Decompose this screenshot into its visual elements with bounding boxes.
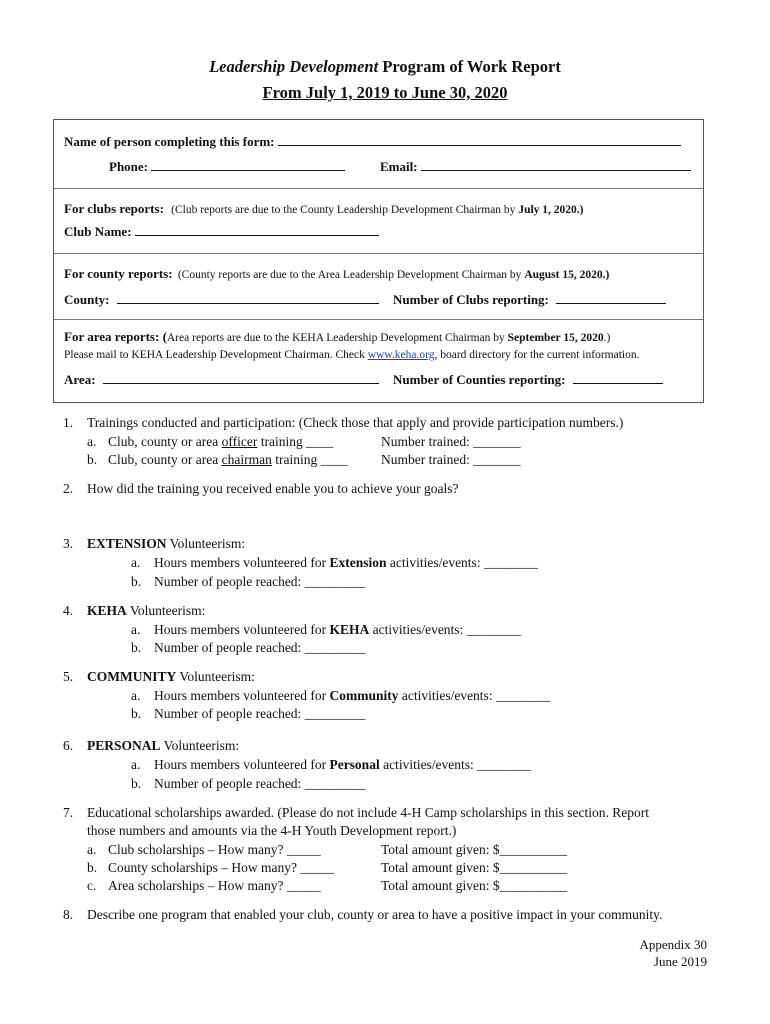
county-reports-heading: For county reports:	[64, 266, 173, 281]
q5b-letter: b.	[131, 706, 142, 721]
counties-reporting-row	[393, 372, 663, 388]
q6a-bold: Personal	[329, 757, 380, 772]
q3-bold: EXTENSION	[87, 536, 167, 551]
q6b-letter: b.	[131, 776, 142, 791]
club-reports-heading: For clubs reports:	[64, 201, 164, 216]
q1a-text	[108, 434, 333, 450]
appendix-label: Appendix 30	[639, 937, 707, 952]
counties-reporting-label: Number of Counties reporting:	[393, 372, 566, 387]
q4-bold: KEHA	[87, 603, 127, 618]
q2-text: How did the training you received enable you to achieve your goals?	[87, 481, 459, 496]
q3a-letter: a.	[131, 555, 141, 570]
q7a-letter: a.	[87, 842, 97, 857]
q8-number: 8.	[63, 907, 74, 922]
area-reports-section	[54, 319, 703, 404]
q2-number: 2.	[63, 481, 74, 496]
club-reports-heading-row	[64, 201, 583, 217]
q3a-post: activities/events: ________	[386, 555, 538, 570]
q6-number: 6.	[63, 738, 74, 753]
county-label: County:	[64, 292, 110, 307]
q5a-letter: a.	[131, 688, 141, 703]
area-reports-heading-row	[64, 329, 610, 345]
county-reports-due: August 15, 2020.)	[524, 269, 610, 281]
area-row	[64, 372, 379, 388]
q7b-text[interactable]: County scholarships – How many? _____	[108, 860, 335, 875]
area-reports-close: .)	[603, 332, 611, 344]
q6a-pre: Hours members volunteered for	[154, 757, 330, 772]
county-field[interactable]	[117, 292, 379, 304]
q4a-pre: Hours members volunteered for	[154, 622, 330, 637]
club-reports-due: July 1, 2020.)	[518, 204, 584, 216]
q7a-total[interactable]: Total amount given: $__________	[381, 842, 568, 857]
keha-link[interactable]: www.keha.org	[367, 349, 435, 361]
q7a-text[interactable]: Club scholarships – How many? _____	[108, 842, 321, 857]
q4b-text[interactable]: Number of people reached: _________	[154, 640, 366, 655]
area-field[interactable]	[103, 372, 379, 384]
q1a-trained[interactable]: Number trained: _______	[381, 434, 521, 449]
mail-instructions	[64, 349, 639, 361]
q3-number: 3.	[63, 536, 74, 551]
q3b-letter: b.	[131, 574, 142, 589]
phone-row	[109, 159, 345, 175]
q3a-text[interactable]	[154, 555, 538, 571]
q7b-total[interactable]: Total amount given: $__________	[381, 860, 568, 875]
q5-bold: COMMUNITY	[87, 669, 177, 684]
q3-text	[87, 536, 245, 552]
q5a-bold: Community	[329, 688, 399, 703]
county-reports-heading-row	[64, 266, 609, 282]
counties-reporting-field[interactable]	[573, 372, 663, 384]
county-reports-section	[54, 253, 703, 320]
q5a-text[interactable]	[154, 688, 550, 704]
q6-bold: PERSONAL	[87, 738, 161, 753]
email-row	[380, 159, 691, 175]
title-rest: Program of Work Report	[378, 57, 561, 76]
q1-text: Trainings conducted and participation: (Check those that apply and provide participation numbers.)	[87, 415, 624, 430]
q4-number: 4.	[63, 603, 74, 618]
q1b-text	[108, 452, 348, 468]
name-row	[64, 134, 681, 150]
county-row	[64, 292, 379, 308]
q3a-pre: Hours members volunteered for	[154, 555, 330, 570]
q5b-text[interactable]: Number of people reached: _________	[154, 706, 366, 721]
club-reports-section	[54, 188, 703, 255]
q7b-letter: b.	[87, 860, 98, 875]
q5-text	[87, 669, 255, 685]
name-label: Name of person completing this form:	[64, 134, 275, 149]
area-label: Area:	[64, 372, 96, 387]
q7c-total[interactable]: Total amount given: $__________	[381, 878, 568, 893]
club-name-row	[64, 224, 379, 240]
q6-text	[87, 738, 239, 754]
q1b-post: training ____	[271, 452, 348, 467]
q4-rest: Volunteerism:	[126, 603, 206, 618]
q7c-letter: c.	[87, 878, 97, 893]
q5-number: 5.	[63, 669, 74, 684]
q1a-post: training ____	[257, 434, 334, 449]
clubs-reporting-label: Number of Clubs reporting:	[393, 292, 549, 307]
q6b-text[interactable]: Number of people reached: _________	[154, 776, 366, 791]
area-reports-due: September 15, 2020	[507, 332, 604, 344]
phone-label: Phone:	[109, 159, 148, 174]
q7-number: 7.	[63, 805, 74, 820]
clubs-reporting-field[interactable]	[556, 292, 666, 304]
q8-text: Describe one program that enabled your club, county or area to have a positive impact in your community.	[87, 907, 663, 922]
q1b-underlined: chairman	[221, 452, 272, 467]
reporter-info-box	[53, 119, 704, 403]
q3b-text[interactable]: Number of people reached: _________	[154, 574, 366, 589]
q5-rest: Volunteerism:	[176, 669, 255, 684]
q7-text-line2: those numbers and amounts via the 4-H Youth Development report.)	[87, 823, 457, 838]
q5a-pre: Hours members volunteered for	[154, 688, 330, 703]
area-reports-open: (	[159, 329, 167, 344]
q4a-post: activities/events: ________	[369, 622, 521, 637]
county-reports-note: (County reports are due to the Area Leadership Development Chairman by	[177, 269, 525, 281]
q6a-letter: a.	[131, 757, 141, 772]
q6-rest: Volunteerism:	[160, 738, 240, 753]
q1-number: 1.	[63, 415, 74, 430]
report-title	[0, 57, 770, 77]
q3-rest: Volunteerism:	[166, 536, 246, 551]
area-reports-heading: For area reports:	[64, 329, 160, 344]
q1b-pre: Club, county or area	[108, 452, 222, 467]
q1b-trained[interactable]: Number trained: _______	[381, 452, 521, 467]
q1a-underlined: officer	[221, 434, 258, 449]
q1a-pre: Club, county or area	[108, 434, 222, 449]
q6a-post: activities/events: ________	[379, 757, 532, 772]
club-reports-note: (Club reports are due to the County Leadership Development Chairman by	[171, 204, 519, 216]
q3a-bold: Extension	[329, 555, 387, 570]
q4-text	[87, 603, 205, 619]
q4b-letter: b.	[131, 640, 142, 655]
q4a-letter: a.	[131, 622, 141, 637]
q7c-text[interactable]: Area scholarships – How many? _____	[108, 878, 321, 893]
q5a-post: activities/events: ________	[398, 688, 550, 703]
mail-instructions-pre: Please mail to KEHA Leadership Development Chairman. Check	[64, 349, 368, 361]
revision-date: June 2019	[653, 954, 707, 969]
q1a-letter: a.	[87, 434, 97, 449]
email-label: Email:	[380, 159, 418, 174]
q1b-letter: b.	[87, 452, 98, 467]
q4a-text[interactable]	[154, 622, 521, 638]
name-field[interactable]	[278, 134, 681, 146]
mail-instructions-post: , board directory for the current information.	[434, 349, 640, 361]
area-reports-note: Area reports are due to the KEHA Leadership Development Chairman by	[166, 332, 508, 344]
clubs-reporting-row	[393, 292, 666, 308]
q4a-bold: KEHA	[329, 622, 370, 637]
q7-text-line1: Educational scholarships awarded. (Please do not include 4-H Camp scholarships in this section. Report	[87, 805, 650, 820]
email-field[interactable]	[421, 159, 691, 171]
title-italic: Leadership Development	[209, 57, 379, 76]
phone-field[interactable]	[151, 159, 345, 171]
club-name-label: Club Name:	[64, 224, 132, 239]
report-period: From July 1, 2019 to June 30, 2020	[262, 83, 508, 102]
q6a-text[interactable]	[154, 757, 531, 773]
club-name-field[interactable]	[135, 224, 379, 236]
